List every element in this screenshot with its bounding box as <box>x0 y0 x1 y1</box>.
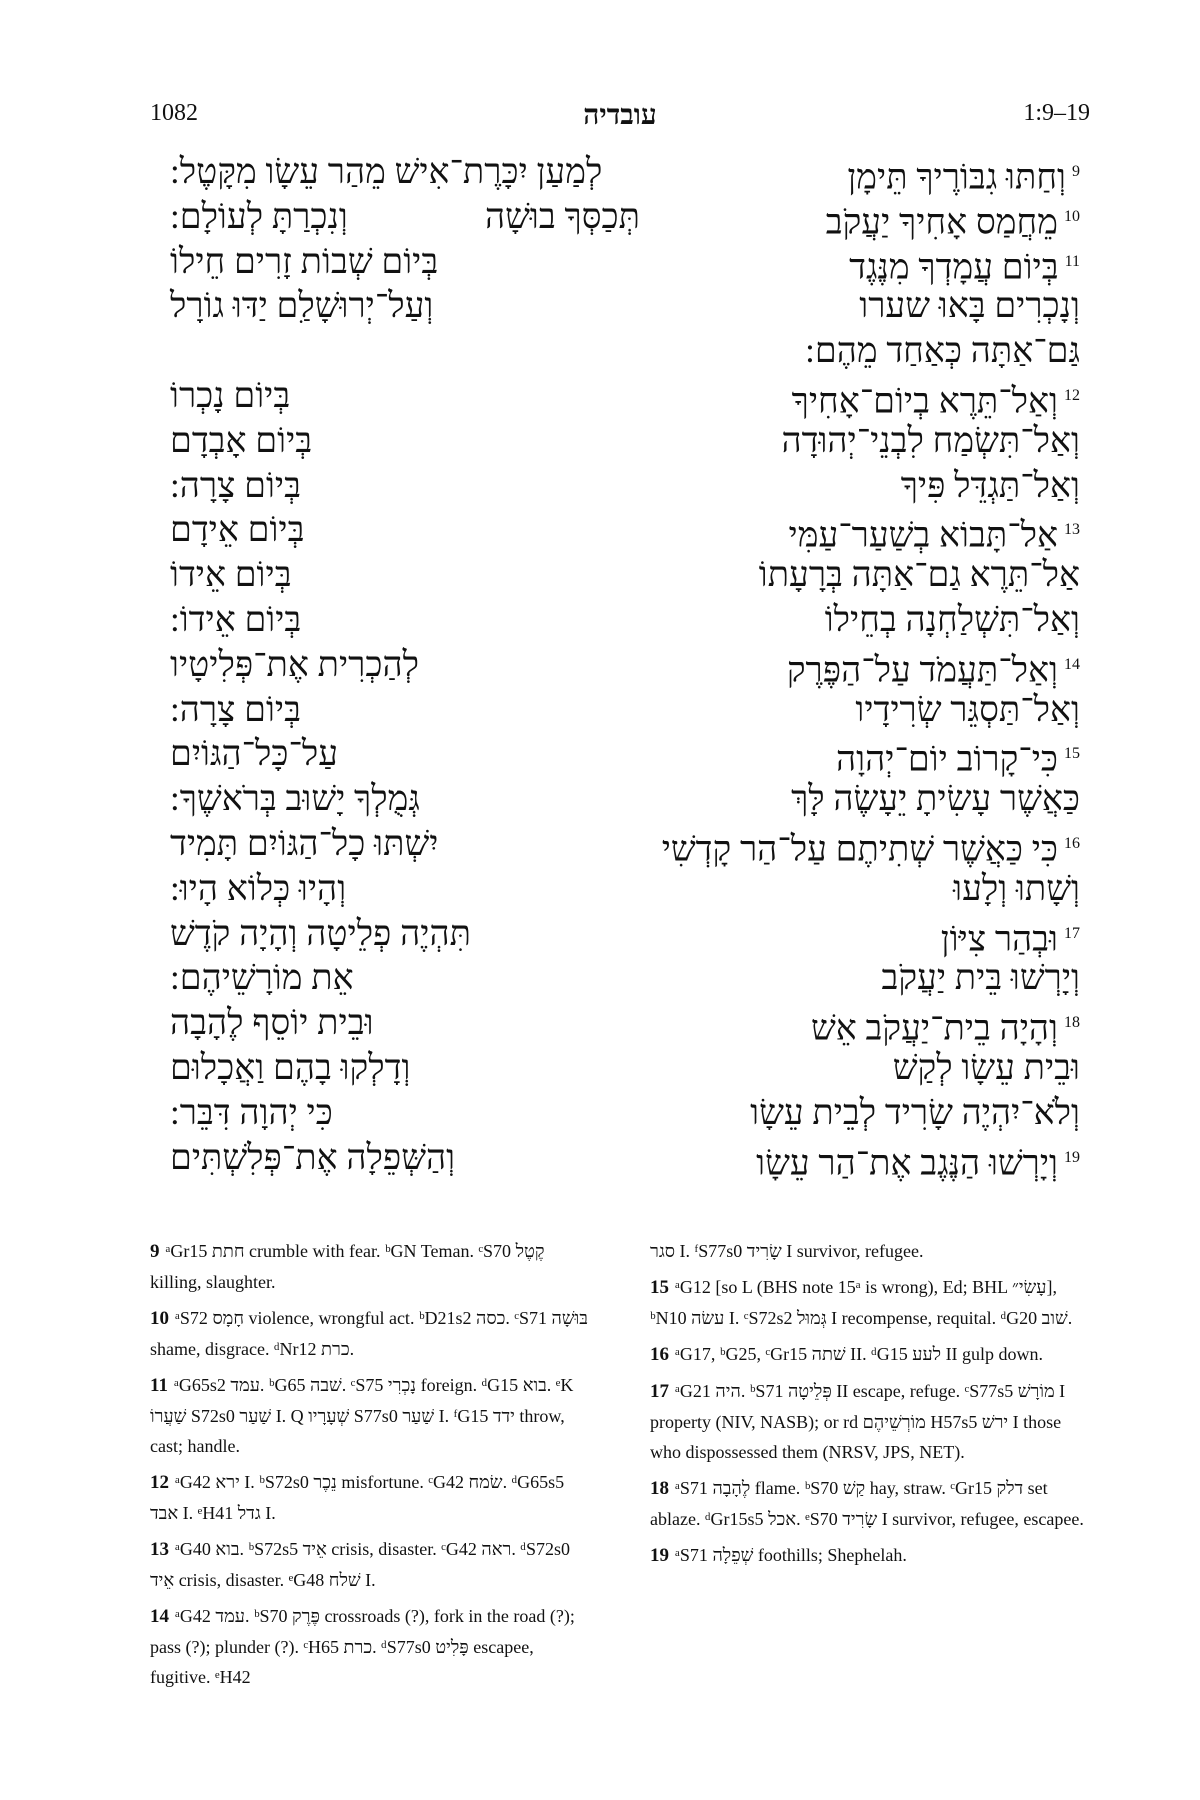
verse-line-left-half: כִּי יְהוָה דִּבֵּר: <box>170 1092 333 1132</box>
verse-text: וְיָרְשׁוּ בֵּית יַעֲקֹב <box>881 958 1080 998</box>
verse-line <box>170 284 1080 329</box>
verse-line-left-half: בְּיוֹם שְׁבוֹת זָרִים חֵילוֹ <box>170 241 439 281</box>
verse-line-right-half <box>881 956 1080 1001</box>
verse-line-right-half <box>805 329 1080 374</box>
verse-line-right-half <box>662 822 1080 872</box>
footnote-text: ᵃS72 חָמָס violence, wrongful act. ᵇD21s2 כסה. ᶜS71 בּוּשָׁה shame, disgrace. ᵈNr12 כרת. <box>150 1308 588 1359</box>
chapter-verse-reference: 1:9–19 <box>1023 100 1090 126</box>
verse-text: אַל־תֵּרֶא גַם־אַתָּה בְּרָעָתוֹ <box>758 555 1080 595</box>
verse-number: 10 <box>1064 207 1080 225</box>
footnote-text: ᵃG42 ירא I. ᵇS72s0 נֵכֶר misfortune. ᶜG42 שׂמח. ᵈG65s5 אבד I. ᵉH41 גדל I. <box>150 1472 565 1523</box>
footnote-verse-number: 16 <box>650 1344 669 1365</box>
page-number: 1082 <box>150 100 198 126</box>
verse-number: 16 <box>1064 834 1080 852</box>
verse-line <box>170 912 1080 957</box>
verse-line-right-half <box>750 1091 1080 1136</box>
footnote-text: ᵃGr15 חתת crumble with fear. ᵇGN Teman. ᶜS70 קֶטֶל killing, slaughter. <box>150 1241 545 1292</box>
verse-line <box>170 598 1080 643</box>
footnote-text: ᵃG17, ᵇG25, ᶜGr15 שׁתה II. ᵈG15 לעע II gulp down. <box>675 1344 1044 1364</box>
footnote-text: סגר I. ᶠS77s0 שָׂרִיד I survivor, refugee. <box>650 1241 924 1261</box>
verse-text: וְאַל־תַּעֲמֹד עַל־הַפֶּרֶק <box>786 650 1058 690</box>
verse-line-right-half <box>826 195 1080 245</box>
verse-line-left-half: וְהָיוּ כְּלוֹא הָיוּ: <box>170 868 347 908</box>
verse-text: אַל־תָּבוֹא בְשַׁעַר־עַמִּי <box>788 516 1058 556</box>
verse-line-left-half: בְּיוֹם נָכְרוֹ <box>170 375 291 415</box>
verse-line <box>170 867 1080 912</box>
verse-line-left-half: אֵת מוֹרָשֵׁיהֶם: <box>170 958 354 998</box>
verse-line-right-half <box>859 284 1080 329</box>
verse-line <box>170 195 1080 240</box>
verse-line-left-half: וּבֵית יוֹסֵף לֶהָבָה <box>170 1003 374 1043</box>
verse-line-left-half: בְּיוֹם אֵידָם <box>170 510 305 550</box>
verse-line <box>170 822 1080 867</box>
footnote-verse-number: 14 <box>150 1606 169 1627</box>
verse-text: גַּם־אַתָּה כְּאַחַד מֵהֶם: <box>805 331 1080 371</box>
verse-line-right-half <box>825 598 1080 643</box>
footnote-entry <box>650 1236 1090 1266</box>
verse-line-right-half <box>836 732 1080 782</box>
verse-text: וְהָיָה בֵית־יַעֲקֹב אֵשׁ <box>810 1008 1058 1048</box>
verse-line <box>170 329 1080 374</box>
footnote-text: ᵃG40 בוא. ᵇS72s5 אֵיד crisis, disaster. ᶜG42 ראה. ᵈS72s0 אֵיד crisis, disaster. ᵉG48 שׁלח I. <box>150 1539 571 1590</box>
verse-text: וּבֵית עֵשָׂו לְקַשׁ <box>892 1047 1080 1087</box>
footnote-text: ᵃG65s2 עמד. ᵇG65 שׁבה. ᶜS75 נָכְרִי foreign. ᵈG15 בוא. ᵉK שַׁעֲרוֹ S72s0 שַׁעַר I. Q שְׁעָרָיו S77s0 שַׁעַר I. ᶠG15 ידד throw, cast; handle. <box>150 1375 574 1456</box>
verse-line-left-half: וְעַל־יְרוּשָׁלַ͏ִם יַדּוּ גוֹרָל <box>170 286 434 326</box>
verse-line <box>170 643 1080 688</box>
verse-line-left-half: תִּהְיֶה פְלֵיטָה וְהָיָה קֹדֶשׁ <box>170 913 471 953</box>
verse-line-left-half: וְהַשְּׁפֵלָה אֶת־פְּלִשְׁתִּים <box>170 1137 456 1177</box>
verse-line-right-half <box>787 643 1080 693</box>
verse-text: כִּי־קָרוֹב יוֹם־יְהוָה <box>836 740 1058 780</box>
footnote-entry <box>150 1467 590 1528</box>
verse-number: 11 <box>1064 252 1080 270</box>
verse-line-right-half <box>893 1046 1080 1091</box>
verse-line-right-half <box>847 150 1080 200</box>
verse-line-left-half: בְּיוֹם אָבְדָם <box>170 420 313 460</box>
verse-line <box>170 732 1080 780</box>
footnote-entry <box>150 1534 590 1595</box>
verse-line-left-half: לְמַעַן יִכָּרֶת־אִישׁ מֵהַר עֵשָׂו מִקָּטֶל: <box>170 152 603 191</box>
verse-line-right-half <box>789 508 1080 558</box>
verse-text: כִּי כַּאֲשֶׁר שְׁתִיתֶם עַל־הַר קָדְשִׁי <box>661 829 1058 869</box>
footnote-text: ᵃS71 שְׁפֵלָה foothills; Shephelah. <box>675 1545 907 1565</box>
footnote-verse-number: 15 <box>650 1277 669 1298</box>
verse-text: כַּאֲשֶׁר עָשִׂיתָ יֵעָשֶׂה לָּךְ <box>791 779 1080 819</box>
verse-line <box>170 419 1080 464</box>
footnote-verse-number: 19 <box>650 1545 669 1566</box>
verse-line <box>170 1136 1080 1181</box>
verse-text: בְּיוֹם עֲמָדְךָ מִנֶּגֶד <box>849 247 1059 287</box>
verse-text: וְלֹא־יִהְיֶה שָׂרִיד לְבֵית עֵשָׂו <box>750 1092 1080 1132</box>
verse-text: מֵחֲמַס אָחִיךָ יַעֲקֹב <box>825 202 1058 242</box>
footnote-verse-number: 11 <box>150 1375 168 1396</box>
footnotes-left-column <box>150 1236 590 1698</box>
verse-line-right-half <box>953 867 1080 912</box>
verse-line <box>170 777 1080 822</box>
verse-text: וְאַל־תַּסְגֵּר שְׂרִידָיו <box>855 689 1080 729</box>
verse-line <box>170 464 1080 509</box>
hebrew-text-body <box>170 150 1080 1183</box>
footnote-verse-number: 9 <box>150 1241 160 1262</box>
verse-text: וְאַל־תֵּרֶא בְיוֹם־אָחִיךָ <box>791 381 1058 421</box>
footnote-entry <box>650 1540 1090 1571</box>
verse-text: וְאַל־תִּשְׁלַחְנָה בְחֵילוֹ <box>824 599 1080 639</box>
footnote-verse-number: 18 <box>650 1478 669 1499</box>
verse-text: וְחַתּוּ גִבּוֹרֶיךָ תֵּימָן <box>847 157 1066 197</box>
verse-line-left-half: וְדָלְקוּ בָהֶם וַאֲכָלוּם <box>170 1047 411 1087</box>
verse-line <box>170 688 1080 733</box>
verse-line-left-half: בְּיוֹם צָרָה: <box>170 689 301 729</box>
verse-text: וְשָׁתוּ וְלָעוּ <box>953 868 1080 908</box>
verse-line <box>170 1001 1080 1046</box>
verse-text: וְיָרְשׁוּ הַנֶּגֶב אֶת־הַר עֵשָׂו <box>756 1143 1058 1183</box>
footnote-entry <box>150 1370 590 1461</box>
verse-number: 13 <box>1064 521 1080 539</box>
verse-line <box>170 956 1080 1001</box>
footnotes-right-column <box>650 1236 1090 1577</box>
verse-line <box>170 553 1080 598</box>
verse-text: וְנָכְרִים בָּאוּ שערו <box>859 286 1080 326</box>
verse-line <box>170 374 1080 419</box>
verse-line-right-half <box>901 464 1080 509</box>
verse-line <box>170 240 1080 285</box>
verse-line-right-half <box>855 688 1080 733</box>
verse-line-right-half <box>782 419 1081 464</box>
verse-line-left-half: בְּיוֹם אֵידוֹ: <box>170 599 302 639</box>
footnote-entry <box>650 1339 1090 1370</box>
verse-line-middle-colon: תְּכַסְּךָ בוּשָׁה <box>484 196 640 236</box>
verse-line-right-half <box>791 777 1080 822</box>
verse-line-right-half <box>759 553 1080 598</box>
verse-line <box>170 150 1080 195</box>
verse-line-right-half <box>756 1136 1080 1186</box>
footnote-entry <box>150 1303 590 1364</box>
footnote-verse-number: 17 <box>650 1381 669 1402</box>
verse-line-right-half <box>811 1001 1080 1051</box>
footnote-verse-number: 13 <box>150 1539 169 1560</box>
verse-line-right-half <box>941 912 1080 962</box>
verse-line <box>170 1091 1080 1136</box>
verse-number: 17 <box>1064 924 1080 942</box>
footnote-text: ᵃG42 עמד. ᵇS70 פֶּרֶק crossroads (?), fork in the road (?); pass (?); plunder (?). ᶜH65 כרת. ᵈS77s0 פָּלִיט escapee, fugitive. ᵉH42 <box>150 1606 575 1687</box>
verse-line-left-half: בְּיוֹם צָרָה: <box>170 465 301 505</box>
verse-line-left-half: בְּיוֹם אֵידוֹ <box>170 555 292 595</box>
verse-line <box>170 1046 1080 1091</box>
verse-number: 19 <box>1064 1148 1080 1166</box>
verse-line-left-half: גְּמֻלְךָ יָשׁוּב בְּרֹאשֶׁךָ: <box>170 779 420 819</box>
verse-number: 18 <box>1064 1014 1080 1032</box>
verse-number: 9 <box>1072 163 1080 180</box>
footnote-entry <box>150 1236 590 1297</box>
book-title: עובדיה <box>583 100 657 131</box>
verse-text: וּבְהַר צִיּוֹן <box>940 919 1058 959</box>
footnote-entry <box>150 1601 590 1692</box>
verse-line-left-half: וְנִכְרַתָּ לְעוֹלָם: <box>170 196 348 236</box>
verse-line-left-half: עַל־כָּל־הַגּוֹיִם <box>170 734 339 774</box>
footnote-entry <box>650 1376 1090 1467</box>
verse-line-right-half <box>792 374 1080 424</box>
verse-line <box>170 508 1080 556</box>
verse-text: וְאַל־תִּשְׂמַח לִבְנֵי־יְהוּדָה <box>781 420 1080 460</box>
verse-number: 12 <box>1064 386 1080 404</box>
footnote-verse-number: 10 <box>150 1308 169 1329</box>
footnote-text: ᵃG21 היה. ᵇS71 פְּלֵיטָה II escape, refuge. ᶜS77s5 מוֹרָשׁ I property (NIV, NASB); or rd מוֹרְשֵׁיהֶם H57s5 ירשׁ I those who dispossessed them (NRSV, JPS, NET). <box>650 1381 1066 1462</box>
verse-line-left-half: לְהַכְרִית אֶת־פְּלִיטָיו <box>170 644 419 684</box>
footnote-entry <box>650 1473 1090 1534</box>
verse-number: 14 <box>1064 655 1080 673</box>
page-header <box>150 100 1090 140</box>
verse-text: וְאַל־תַּגְדֵּל פִּיךָ <box>900 465 1080 505</box>
footnote-text: ᵃG12 [so L (BHS note 15ᵃ is wrong), Ed; BHL עָשִׂי״], ᵇN10 עשׂה I. ᶜS72s2 גְּמוּל I recompense, requital. ᵈG20 שׁוב. <box>650 1277 1073 1328</box>
verse-line-right-half <box>849 240 1080 290</box>
footnote-verse-number: 12 <box>150 1472 169 1493</box>
verse-number: 15 <box>1064 745 1080 763</box>
verse-line-left-half: יִשְׁתּוּ כָל־הַגּוֹיִם תָּמִיד <box>170 823 439 863</box>
footnote-entry <box>650 1272 1090 1333</box>
footnote-text: ᵃS71 לֶהָבָה flame. ᵇS70 קַשׁ hay, straw. ᶜGr15 דלק set ablaze. ᵈGr15s5 אכל. ᵉS70 שָׂרִיד I survivor, refugee, escapee. <box>650 1478 1084 1529</box>
